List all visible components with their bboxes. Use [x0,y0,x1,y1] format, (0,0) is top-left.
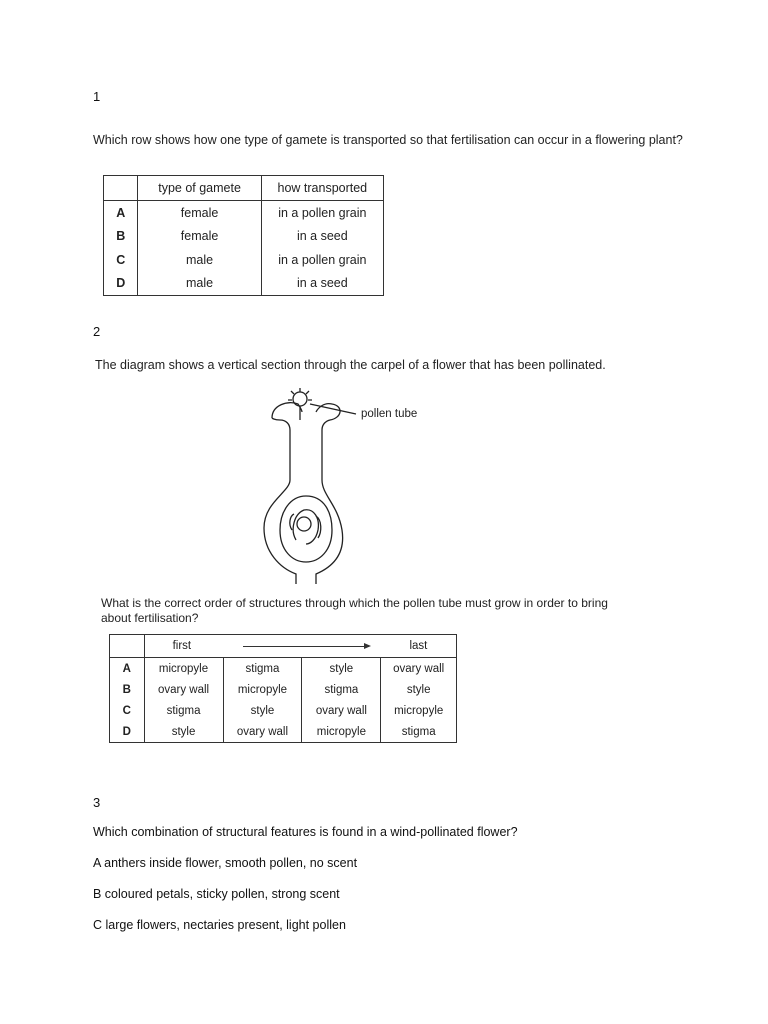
table-row [110,721,457,743]
table-cell: style [302,658,381,680]
table-cell: micropyle [381,700,457,721]
table-row [104,248,384,272]
table-header-row [110,635,457,658]
header-cell [110,635,145,658]
question-1-number: 1 [93,89,101,104]
option-letter: D [110,721,145,743]
table-cell: style [223,700,302,721]
question-3-stem: Which combination of structural features is found in a wind-pollinated flower? [93,825,518,839]
question-2-table [109,634,457,743]
header-cell: how transported [261,176,383,201]
option-b: B coloured petals, sticky pollen, strong scent [93,887,340,901]
table-cell: male [138,272,261,296]
option-letter: C [104,248,138,272]
table-cell: ovary wall [144,679,223,700]
table-row [110,679,457,700]
table-cell: micropyle [223,679,302,700]
table-row [110,700,457,721]
arrow-right-icon [243,646,369,647]
table-row [110,658,457,680]
question-1-stem: Which row shows how one type of gamete is transported so that fertilisation can occur in a flowering plant? [93,133,683,147]
table-cell: ovary wall [223,721,302,743]
table-cell: in a seed [261,225,383,249]
header-cell: type of gamete [138,176,261,201]
option-letter: B [104,225,138,249]
header-first-arrow [144,635,381,658]
question-3-number: 3 [93,795,101,810]
table-cell: micropyle [302,721,381,743]
table-cell: stigma [381,721,457,743]
table-row [104,225,384,249]
table-cell: female [138,225,261,249]
table-cell: ovary wall [302,700,381,721]
table-cell: stigma [223,658,302,680]
question-2-number: 2 [93,324,101,339]
header-cell [104,176,138,201]
table-cell: ovary wall [381,658,457,680]
table-cell: male [138,248,261,272]
header-last: last [381,635,457,658]
option-letter: B [110,679,145,700]
table-row [104,201,384,225]
table-cell: micropyle [144,658,223,680]
option-letter: D [104,272,138,296]
table-cell: stigma [302,679,381,700]
table-cell: female [138,201,261,225]
table-cell: in a pollen grain [261,248,383,272]
table-row [104,272,384,296]
option-letter: C [110,700,145,721]
option-a: A anthers inside flower, smooth pollen, no scent [93,856,358,870]
question-1-table [103,175,384,296]
header-first: first [172,640,192,652]
option-c: C large flowers, nectaries present, light pollen [93,918,346,932]
table-header-row [104,176,384,201]
table-cell: stigma [144,700,223,721]
table-cell: in a pollen grain [261,201,383,225]
pollen-tube-label: pollen tube [361,408,418,420]
table-cell: in a seed [261,272,383,296]
table-cell: style [144,721,223,743]
question-2-stem: The diagram shows a vertical section through the carpel of a flower that has been pollinated. [95,358,606,372]
option-letter: A [110,658,145,680]
question-2-question: What is the correct order of structures through which the pollen tube must grow in order to bring about fertilisation? [101,596,608,625]
option-letter: A [104,201,138,225]
table-cell: style [381,679,457,700]
